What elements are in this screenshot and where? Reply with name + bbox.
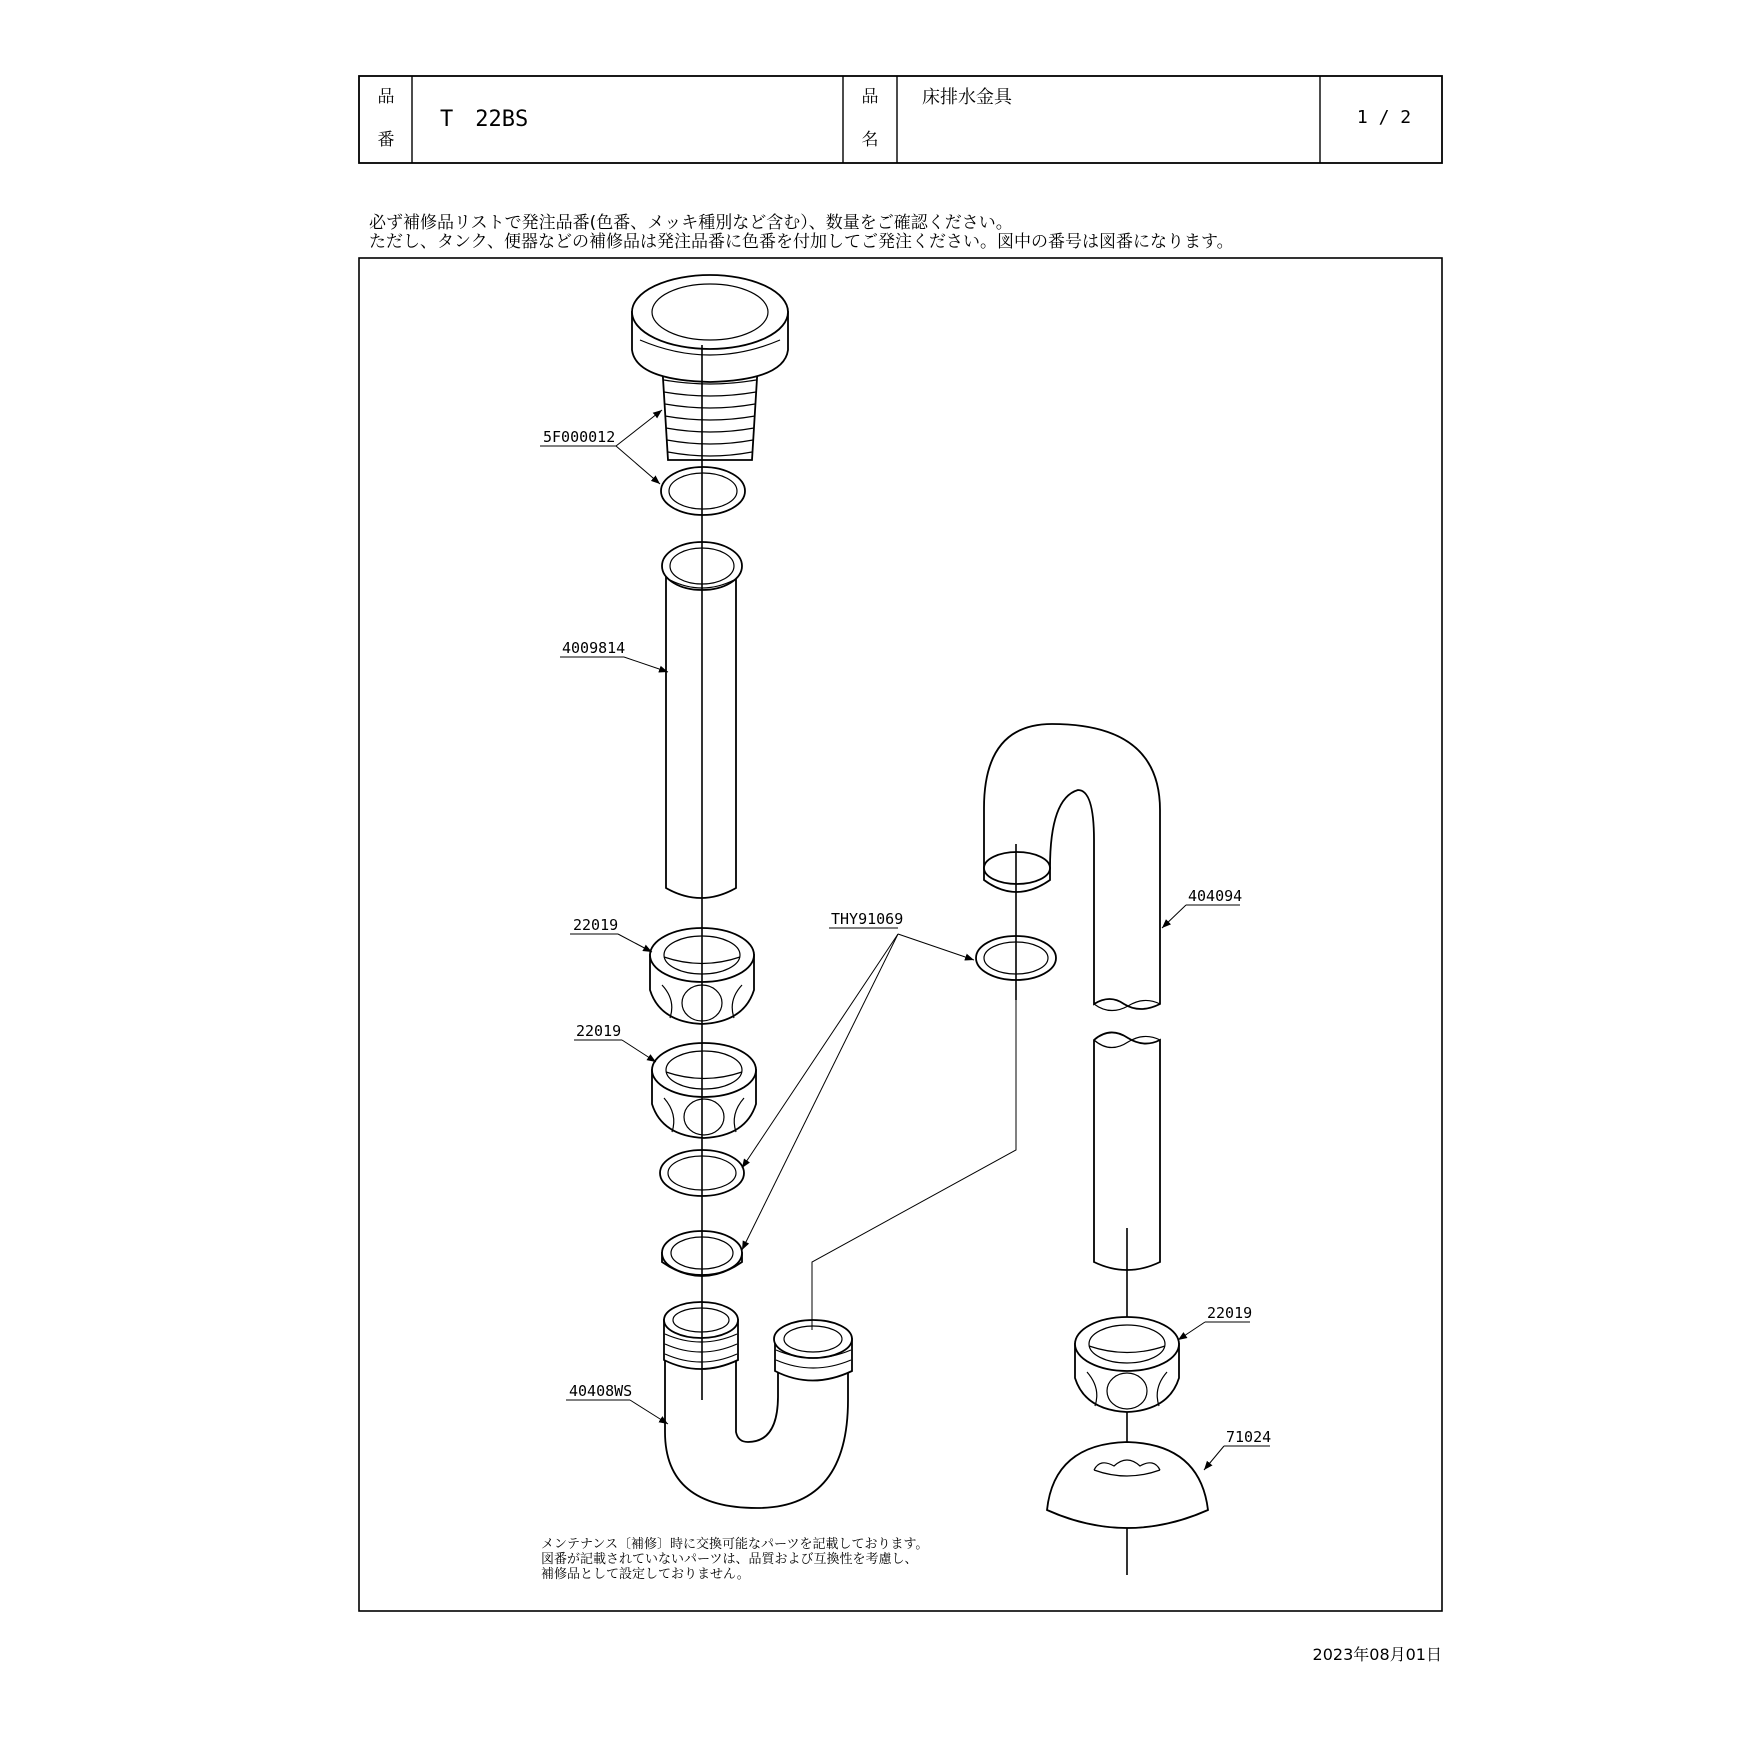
packing-part-number: THY91069 bbox=[831, 910, 904, 928]
callout-nut-b bbox=[574, 1022, 656, 1062]
footnote-line-1: メンテナンス〔補修〕時に交換可能なパーツを記載しております。 bbox=[541, 1537, 929, 1552]
callout-flange bbox=[540, 410, 662, 484]
footnote-line-2: 図番が記載されていないパーツは、品質および互換性を考慮し、 bbox=[541, 1552, 918, 1567]
nut-c-part-number: 22019 bbox=[1207, 1304, 1253, 1322]
page-number: 1 / 2 bbox=[1356, 107, 1412, 128]
callout-escutcheon bbox=[1204, 1428, 1271, 1470]
tailpipe-part-number: 4009814 bbox=[562, 639, 626, 657]
trap-body-part-number: 40408WS bbox=[569, 1382, 633, 1400]
basin-flange bbox=[632, 275, 788, 460]
part-name-label-1: 品 bbox=[861, 87, 879, 107]
callout-trap-body bbox=[566, 1382, 668, 1424]
notice-line-1: 必ず補修品リストで発注品番(色番、メッキ種別など含む）、数量をご確認ください。 bbox=[369, 213, 1013, 233]
slip-nut-c bbox=[1075, 1317, 1179, 1412]
part-name-label-2: 名 bbox=[861, 130, 879, 150]
issue-date: 2023年08月01日 bbox=[1312, 1645, 1442, 1664]
part-name-value: 床排水金具 bbox=[922, 87, 1012, 108]
callout-nut-c bbox=[1178, 1304, 1252, 1340]
notice-line-2: ただし、タンク、便器などの補修品は発注品番に色番を付加してご発注ください。図中の番号は図番になります。 bbox=[369, 232, 1234, 252]
escutcheon-part-number: 71024 bbox=[1226, 1428, 1272, 1446]
nut-a-part-number: 22019 bbox=[573, 916, 619, 934]
flange-part-number: 5F000012 bbox=[543, 428, 616, 446]
footnote-line-3: 補修品として設定しておりません。 bbox=[541, 1567, 750, 1582]
callout-nut-a bbox=[570, 916, 652, 952]
drain-pipe-part-number: 404094 bbox=[1188, 887, 1243, 905]
trap-body bbox=[664, 1302, 852, 1508]
slip-nut-b bbox=[652, 1043, 756, 1138]
title-block bbox=[359, 76, 1442, 163]
callout-drain-pipe bbox=[1162, 887, 1242, 928]
callout-packing bbox=[742, 910, 974, 1250]
part-no-label-2: 番 bbox=[377, 130, 395, 150]
nut-b-part-number: 22019 bbox=[576, 1022, 622, 1040]
part-no-value: T 22BS bbox=[440, 107, 529, 132]
callout-tailpipe bbox=[560, 639, 668, 672]
washer-top bbox=[661, 467, 745, 515]
escutcheon-cover bbox=[1047, 1442, 1208, 1528]
part-no-label-1: 品 bbox=[377, 87, 395, 107]
